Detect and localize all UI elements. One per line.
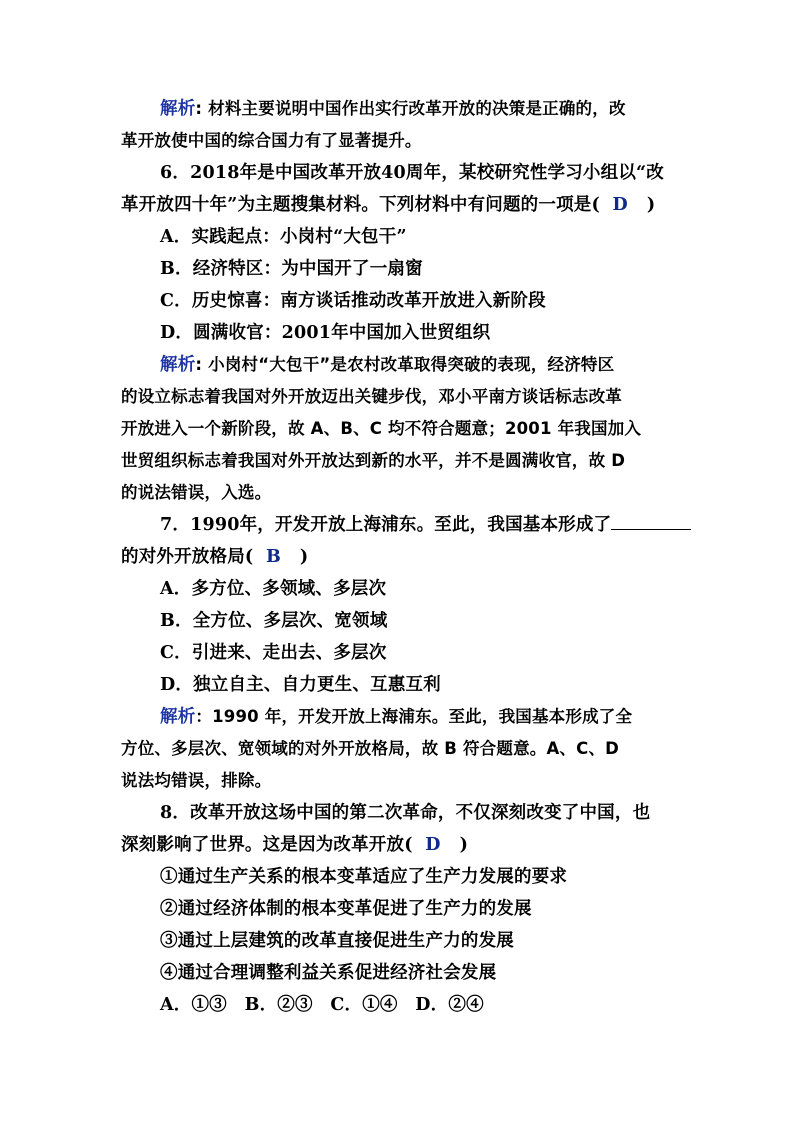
q6-analysis-line-1: 解析: 小岗村“大包干”是农村改革取得突破的表现，经济特区 <box>160 355 615 375</box>
q7-option-c: C．引进来、走出去、多层次 <box>160 643 387 663</box>
q7-option-d: D．独立自主、自力更生、互惠互利 <box>160 675 441 695</box>
analysis-label: 解析 <box>160 707 196 727</box>
q6-option-d: D．圆满收官：2001年中国加入世贸组织 <box>160 323 491 343</box>
q7-answer: B <box>265 547 281 567</box>
q5-analysis-line-2: 革开放使中国的综合国力有了显著提升。 <box>121 131 422 150</box>
q6-option-c: C．历史惊喜：南方谈话推动改革开放进入新阶段 <box>160 291 546 311</box>
q8-statement-2: ②通过经济体制的根本变革促进了生产力的发展 <box>160 899 532 919</box>
q6-option-a: A．实践起点：小岗村“大包干” <box>160 227 407 247</box>
fill-in-blank <box>611 511 691 530</box>
q7-option-a: A．多方位、多领域、多层次 <box>160 579 387 599</box>
q8-answer: D <box>425 835 441 855</box>
q6-stem-line-2: 革开放四十年”为主题搜集材料。下列材料中有问题的一项是( D ) <box>121 195 656 215</box>
q5-analysis-line-1: 解析: 材料主要说明中国作出实行改革开放的决策是正确的，改 <box>160 99 626 119</box>
analysis-label: 解析 <box>160 99 196 119</box>
q8-statement-3: ③通过上层建筑的改革直接促进生产力的发展 <box>160 931 514 951</box>
q8-stem-line-2: 深刻影响了世界。这是因为改革开放( D ) <box>121 835 469 855</box>
q7-stem-line-1: 7．1990年，开发开放上海浦东。至此，我国基本形成了 <box>160 510 691 540</box>
analysis-label: 解析 <box>160 355 196 375</box>
q6-analysis-line-3: 开放进入一个新阶段，故 A、B、C 均不符合题意；2001 年我国加入 <box>121 419 642 438</box>
q7-stem-line-2: 的对外开放格局( B ) <box>121 547 309 567</box>
q7-analysis-line-1: 解析：1990 年，开发开放上海浦东。至此，我国基本形成了全 <box>160 707 633 727</box>
q6-analysis-line-4: 世贸组织标志着我国对外开放达到新的水平，并不是圆满收官，故 D <box>121 451 626 470</box>
q6-analysis-line-2: 的设立标志着我国对外开放迈出关键步伐，邓小平南方谈话标志改革 <box>121 387 622 406</box>
q8-choices: A．①③ B．②③ C．①④ D．②④ <box>160 995 484 1015</box>
q6-stem-line-1: 6．2018年是中国改革开放40周年，某校研究性学习小组以“改 <box>160 163 664 183</box>
q8-stem-line-1: 8．改革开放这场中国的第二次革命，不仅深刻改变了中国，也 <box>160 803 651 823</box>
q8-statement-1: ①通过生产关系的根本变革适应了生产力发展的要求 <box>160 867 568 887</box>
q6-analysis-line-5: 的说法错误，入选。 <box>121 483 272 502</box>
q6-option-b: B．经济特区：为中国开了一扇窗 <box>160 259 423 279</box>
q7-analysis-line-3: 说法均错误，排除。 <box>121 771 272 790</box>
q7-option-b: B．全方位、多层次、宽领域 <box>160 611 388 631</box>
q7-analysis-line-2: 方位、多层次、宽领域的对外开放格局，故 B 符合题意。A、C、D <box>121 739 620 758</box>
q8-statement-4: ④通过合理调整利益关系促进经济社会发展 <box>160 963 497 983</box>
q6-answer: D <box>612 195 628 215</box>
